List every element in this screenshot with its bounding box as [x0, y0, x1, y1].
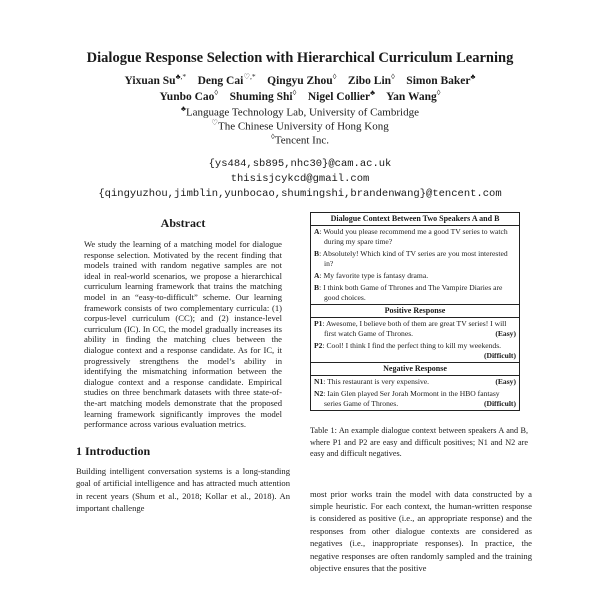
abstract-text: We study the learning of a matching model for dialogue response selection. Motivated by the recent finding that models trained with random negative samples are not ideal in real-world scenarios, we propose a hierarchical curriculum learning framework that trains the matching model in an “easy-to-difficult” scheme. Our learning framework consists of two complementary curricula: (1) corpus-level curriculum (CC); and (2) instance-level curriculum (IC). In CC, the model gradually increases its ability in finding the matching clues between the dialogue context and a response candidate. As for IC, it progressively strengthens the model’s ability in identifying the mismatching information between the dialogue context and a response candidate. Empirical studies on three benchmark datasets with three state-of-the-art matching models demonstrate that the proposed learning framework significantly improves the model performance across various evaluation metrics. — [84, 239, 282, 430]
affiliation: ♡The Chinese University of Hong Kong — [211, 118, 389, 133]
email-address: thisisjcykcd@gmail.com — [230, 173, 370, 185]
author: Nigel Collier♣ — [307, 88, 376, 103]
left-column — [76, 216, 290, 514]
difficulty-label: (Easy) — [495, 329, 516, 338]
body-text: most prior works train the model with data constructed by a simple heuristic. For each context, the human-written response is considered as positive (i.e., an appropriate response) and the responses from other dialogue contexts are considered as negatives (i.e., inappropriate responses). In practice, the negative responses are often randomly sampled and the training objective ensures that the positive — [310, 488, 532, 573]
table-row: A: My favorite type is fantasy drama. — [314, 271, 429, 280]
difficulty-label: (Difficult) — [483, 351, 516, 360]
introduction-heading: 1 Introduction — [76, 443, 151, 458]
table-row: N1: This restaurant is very expensive. (Easy) — [314, 377, 516, 386]
table-header: Dialogue Context Between Two Speakers A and B — [311, 213, 520, 226]
table-row: P2: Cool! I think I find the perfect thing to kill my weekends. (Difficult) — [314, 341, 516, 360]
affiliation: ♣Language Technology Lab, University of Cambridge — [181, 104, 419, 119]
table-row: P1: Awesome, I believe both of them are great TV series! I will first watch Game of Thrones. (Easy) — [314, 319, 516, 338]
right-column — [310, 212, 532, 574]
author: Yunbo Cao◊ — [159, 88, 219, 103]
author: Qingyu Zhou◊ — [267, 72, 337, 87]
table-caption: Table 1: An example dialogue context between speakers A and B, where P1 and P2 are easy and difficult positives; N1 and N2 are easy and difficult negatives. — [310, 426, 528, 458]
difficulty-label: (Difficult) — [483, 399, 516, 408]
abstract-heading: Abstract — [160, 216, 206, 230]
affiliation: ◊Tencent Inc. — [271, 132, 329, 147]
author: Yixuan Su♣,* — [124, 72, 187, 87]
table-row: N2: Iain Glen played Ser Jorah Mormont in the HBO fantasy series Game of Thrones. (Difficult) — [314, 389, 516, 408]
authors-line-1 — [0, 72, 600, 87]
introduction-text: Building intelligent conversation systems is a long-standing goal of artificial intelligence and has attracted much attention in recent years (Shum et al., 2018; Kollar et al., 2018). An important challenge — [76, 465, 290, 513]
authors-line-2 — [0, 88, 600, 103]
positive-response-header: Positive Response — [311, 305, 520, 318]
email-address: {ys484,sb895,nhc30}@cam.ac.uk — [208, 158, 392, 170]
author: Zibo Lin◊ — [347, 72, 395, 87]
author: Yan Wang◊ — [386, 88, 441, 103]
negative-response-header: Negative Response — [311, 363, 520, 376]
paper-title: Dialogue Response Selection with Hierarchical Curriculum Learning — [86, 50, 514, 66]
dialogue-example-table — [310, 212, 520, 411]
table-row: B: I think both Game of Thrones and The Vampire Diaries are good choices. — [314, 283, 503, 302]
author: Deng Cai♡,* — [197, 72, 256, 87]
table-row: B: Absolutely! Which kind of TV series are you most interested in? — [314, 249, 508, 268]
author: Simon Baker♣ — [406, 72, 476, 87]
difficulty-label: (Easy) — [495, 377, 516, 386]
table-row: A: Would you please recommend me a good TV series to watch during my spare time? — [314, 227, 508, 246]
email-address: {qingyuzhou,jimblin,yunbocao,shumingshi,brandenwang}@tencent.com — [98, 188, 502, 200]
author: Shuming Shi◊ — [229, 88, 297, 103]
